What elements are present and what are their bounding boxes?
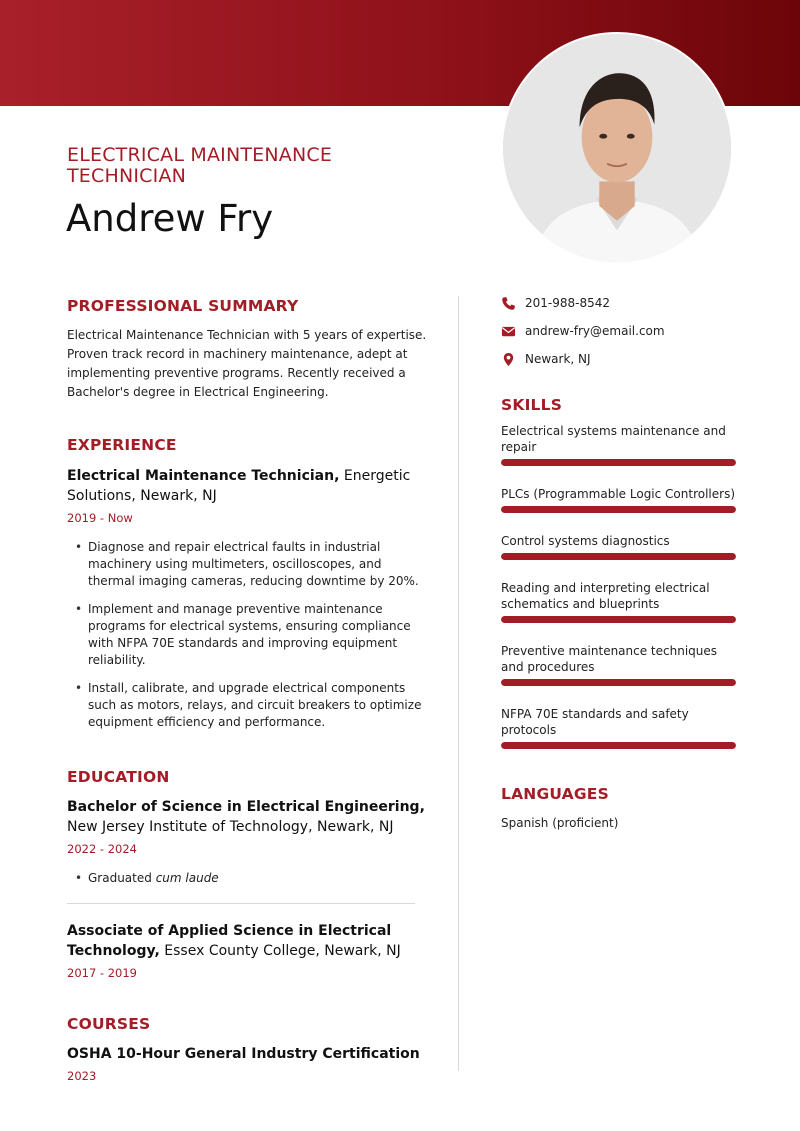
location-text: Newark, NJ [525, 352, 591, 366]
languages-section [501, 784, 736, 831]
skill-name: Control systems diagnostics [501, 534, 670, 548]
experience-dates: 2019 - Now [67, 511, 133, 525]
education-school: Essex County College, Newark, NJ [159, 943, 401, 959]
skill-level-bar [501, 679, 736, 686]
skill-level-bar [501, 506, 736, 513]
skill-level-fill [501, 459, 736, 466]
skill-name: Eelectrical systems maintenance and repair [501, 424, 726, 454]
summary-section [67, 296, 427, 402]
summary-text: Electrical Maintenance Technician with 5 years of expertise. Proven track record in machinery maintenance, adept at implementing preventive programs. Recently received a Bachelor's degree in Electrical Engineering. [67, 328, 427, 399]
contact-phone [501, 294, 736, 312]
education-entry [67, 921, 427, 981]
experience-org: Energetic Solutions, Newark, NJ [67, 468, 411, 504]
contact-email [501, 322, 736, 340]
location-pin-icon [501, 352, 516, 367]
education-degree: Bachelor of Science in Electrical Engineering, [67, 799, 425, 815]
skill-name: Reading and interpreting electrical schematics and blueprints [501, 581, 710, 611]
experience-bullets [67, 539, 427, 731]
skills-heading: SKILLS [501, 396, 563, 414]
skill-item [501, 706, 736, 749]
skills-list [501, 423, 736, 749]
skill-item [501, 643, 736, 686]
skill-name: NFPA 70E standards and safety protocols [501, 707, 689, 737]
skill-name: PLCs (Programmable Logic Controllers) [501, 487, 736, 501]
list-item: • Implement and manage preventive maintenance programs for electrical systems, ensuring compliance with NFPA 70E standards and improving equipment reliability. [67, 601, 427, 669]
experience-section [67, 435, 427, 731]
list-item [67, 870, 427, 887]
skill-level-bar [501, 616, 736, 623]
skill-item [501, 533, 736, 560]
skill-item [501, 486, 736, 513]
phone-number: 201-988-8542 [525, 296, 611, 310]
course-dates: 2023 [67, 1069, 97, 1083]
contact-location [501, 350, 736, 368]
entry-divider [67, 903, 415, 904]
course-name: OSHA 10-Hour General Industry Certification [67, 1046, 420, 1062]
language-item: Spanish (proficient) [501, 816, 619, 830]
experience-entry [67, 466, 427, 731]
education-dates: 2022 - 2024 [67, 842, 137, 856]
candidate-name: Andrew Fry [66, 197, 274, 240]
experience-title [67, 466, 427, 506]
skill-level-bar [501, 553, 736, 560]
skills-section [501, 395, 736, 749]
list-item: • Install, calibrate, and upgrade electrical components such as motors, relays, and circuit breakers to optimize equipment efficiency and performance. [67, 680, 427, 731]
skill-level-fill [501, 553, 736, 560]
education-note: Graduated [88, 871, 156, 885]
email-address: andrew-fry@email.com [525, 324, 665, 338]
skill-item [501, 580, 736, 623]
skill-level-fill [501, 679, 736, 686]
person-portrait-icon [503, 34, 731, 262]
job-title: ELECTRICAL MAINTENANCE TECHNICIAN [67, 144, 333, 187]
courses-heading: COURSES [67, 1015, 151, 1033]
profile-photo [501, 32, 733, 264]
skill-level-fill [501, 506, 736, 513]
education-title [67, 797, 427, 837]
education-title [67, 921, 427, 961]
right-column [501, 294, 736, 831]
contact-section [501, 294, 736, 368]
languages-heading: LANGUAGES [501, 785, 609, 803]
experience-role: Electrical Maintenance Technician, [67, 468, 340, 484]
courses-section [67, 1014, 427, 1084]
summary-heading: PROFESSIONAL SUMMARY [67, 297, 299, 315]
skill-name: Preventive maintenance techniques and procedures [501, 644, 718, 674]
course-title [67, 1044, 427, 1064]
education-section [67, 767, 427, 981]
education-bullets [67, 870, 427, 887]
skill-level-bar [501, 742, 736, 749]
phone-icon [501, 296, 516, 311]
left-column [67, 296, 427, 1084]
experience-heading: EXPERIENCE [67, 436, 177, 454]
email-icon [501, 324, 516, 339]
list-item: • Diagnose and repair electrical faults in industrial machinery using multimeters, oscilloscopes, and thermal imaging cameras, reducing downtime by 20%. [67, 539, 427, 590]
skill-level-fill [501, 742, 736, 749]
education-entry [67, 797, 427, 887]
education-degree: Associate of Applied Science in Electrical Technology, [67, 923, 392, 959]
skill-item [501, 423, 736, 466]
skill-level-bar [501, 459, 736, 466]
education-heading: EDUCATION [67, 768, 170, 786]
education-note-honors: cum laude [155, 871, 219, 885]
education-dates: 2017 - 2019 [67, 966, 137, 980]
column-divider [458, 296, 459, 1071]
skill-level-fill [501, 616, 736, 623]
education-school: New Jersey Institute of Technology, Newark, NJ [67, 819, 394, 835]
course-entry [67, 1044, 427, 1084]
